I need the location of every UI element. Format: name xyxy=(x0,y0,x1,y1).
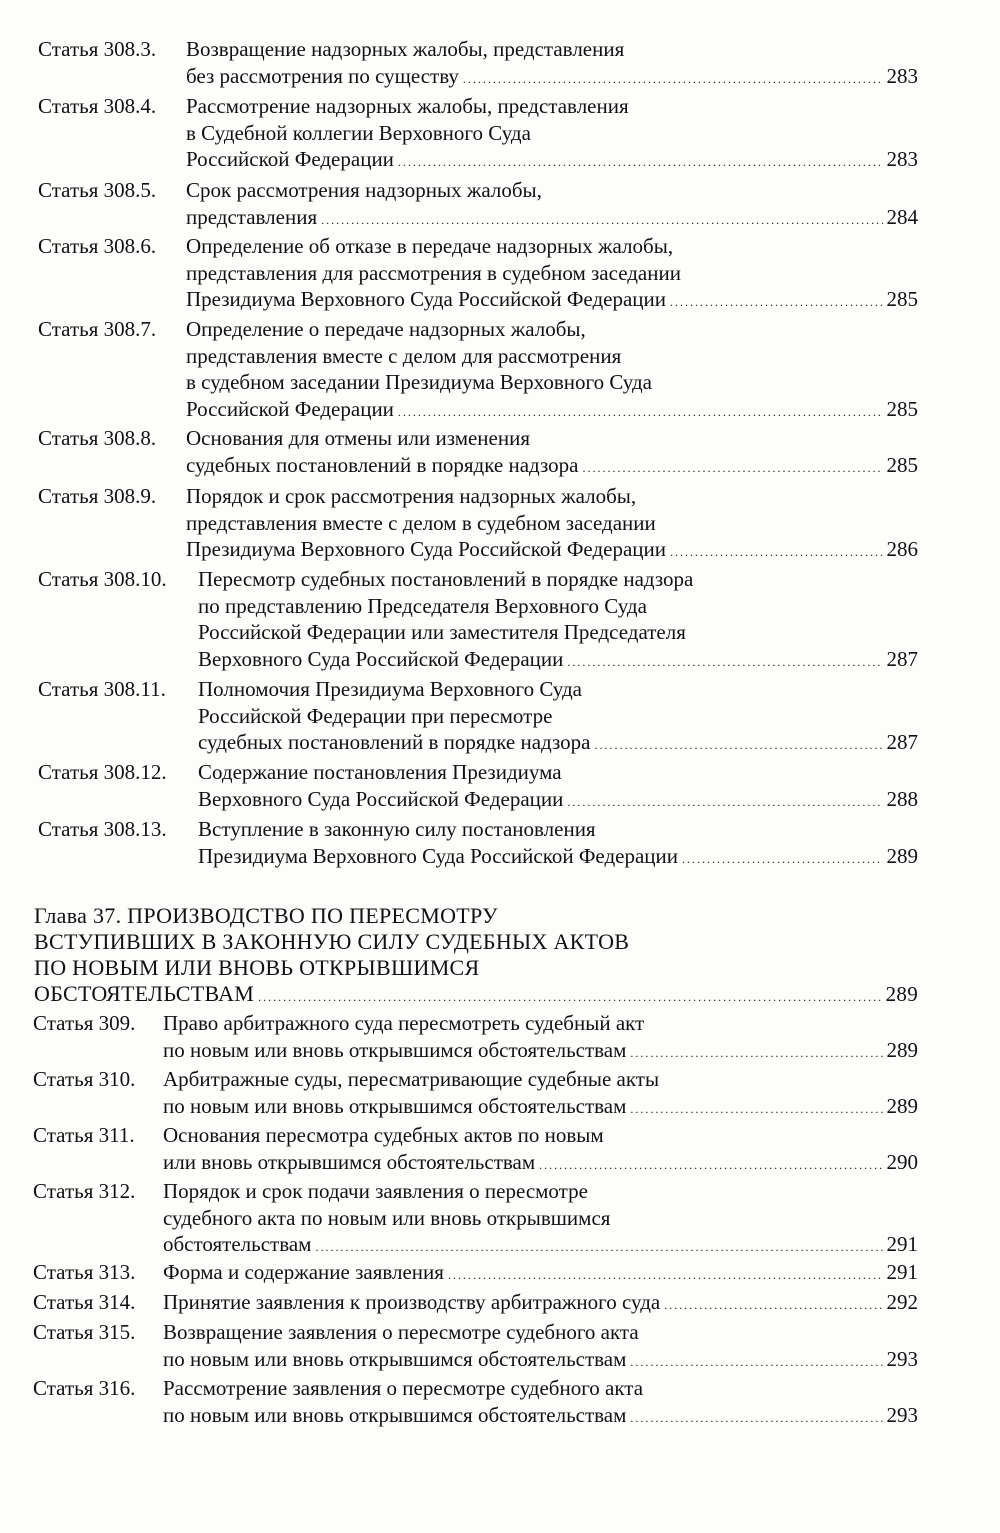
dot-leader xyxy=(630,1402,882,1432)
entry-title-text: судебных постановлений в порядке надзора xyxy=(198,730,591,754)
article-number: Статья 308.10. xyxy=(38,567,167,591)
article-number: Статья 310. xyxy=(33,1067,136,1091)
dot-leader xyxy=(630,1037,882,1067)
entry-title-line: Вступление в законную силу постановления xyxy=(198,817,596,841)
page-number: 293 xyxy=(886,1346,918,1371)
entry-title-line: Порядок и срок подачи заявления о пересмотре xyxy=(163,1179,588,1203)
page-number: 291 xyxy=(886,1260,918,1284)
page-number: 289 xyxy=(886,1093,918,1118)
entry-title-line: Пересмотр судебных постановлений в порядке надзора xyxy=(198,567,694,591)
entry-title-last-line xyxy=(186,63,918,90)
entry-title-last-line xyxy=(163,1093,918,1120)
page-number: 287 xyxy=(886,646,918,671)
article-number: Статья 314. xyxy=(33,1290,136,1314)
article-number: Статья 308.13. xyxy=(38,817,167,841)
page-number: 288 xyxy=(886,786,918,811)
entry-title-text: Президиума Верховного Суда Российской Федерации xyxy=(186,287,666,311)
entry-title-line: представления вместе с делом в судебном заседании xyxy=(186,510,656,535)
chapter-title-line: ВСТУПИВШИХ В ЗАКОННУЮ СИЛУ СУДЕБНЫХ АКТОВ xyxy=(34,929,630,954)
article-number: Статья 308.11. xyxy=(38,677,166,701)
article-number: Статья 308.8. xyxy=(38,426,157,450)
page-number: 285 xyxy=(886,396,918,421)
page-number: 286 xyxy=(886,537,918,561)
dot-leader xyxy=(594,729,882,759)
entry-title-line: Возвращение заявления о пересмотре судебного акта xyxy=(163,1320,639,1344)
page-number: 283 xyxy=(886,63,918,88)
dot-leader xyxy=(463,63,883,93)
page-number: 289 xyxy=(885,982,918,1006)
entry-title-text: Верховного Суда Российской Федерации xyxy=(198,646,564,671)
dot-leader xyxy=(321,204,882,234)
entry-title-text: Форма и содержание заявления xyxy=(163,1260,444,1284)
article-number: Статья 311. xyxy=(33,1123,135,1147)
entry-title-text: Верховного Суда Российской Федерации xyxy=(198,786,564,811)
entry-title-last-line xyxy=(163,1346,918,1373)
page-number: 285 xyxy=(886,287,918,311)
dot-leader xyxy=(682,843,883,873)
entry-title-line: Рассмотрение заявления о пересмотре судебного акта xyxy=(163,1376,644,1400)
entry-title-text: по новым или вновь открывшимся обстоятельствам xyxy=(163,1037,627,1062)
dot-leader xyxy=(582,452,882,482)
article-number: Статья 308.6. xyxy=(38,234,157,258)
entry-title-last-line xyxy=(198,843,918,870)
entry-title-text: судебных постановлений в порядке надзора xyxy=(186,452,579,477)
entry-title-last-line xyxy=(163,1037,918,1064)
entry-title-line: Российской Федерации или заместителя Председателя xyxy=(198,620,686,644)
article-number: Статья 308.5. xyxy=(38,178,157,202)
dot-leader xyxy=(398,396,883,426)
dot-leader xyxy=(398,146,883,176)
entry-title-line: в Судебной коллегии Верховного Суда xyxy=(186,120,531,145)
dot-leader xyxy=(630,1346,882,1376)
dot-leader xyxy=(664,1289,882,1319)
article-number: Статья 315. xyxy=(33,1320,136,1344)
entry-title-line: Срок рассмотрения надзорных жалобы, xyxy=(186,178,542,202)
entry-title-text: Президиума Верховного Суда Российской Федерации xyxy=(198,843,678,868)
page-number: 289 xyxy=(886,1037,918,1062)
article-number: Статья 308.12. xyxy=(38,760,167,784)
entry-title-line: представления вместе с делом для рассмотрения xyxy=(186,343,622,368)
entry-title-last-line xyxy=(186,536,918,563)
entry-title-line: Определение о передаче надзорных жалобы, xyxy=(186,317,586,341)
entry-title-line: Арбитражные суды, пересматривающие судебные акты xyxy=(163,1067,660,1091)
dot-leader xyxy=(567,786,882,816)
entry-title-line: Основания для отмены или изменения xyxy=(186,426,530,450)
page-number: 293 xyxy=(886,1402,918,1427)
entry-title-text: Российской Федерации xyxy=(186,396,394,421)
entry-title-text: по новым или вновь открывшимся обстоятельствам xyxy=(163,1402,627,1427)
entry-title-text: без рассмотрения по существу xyxy=(186,63,459,88)
entry-title-text: по новым или вновь открывшимся обстоятельствам xyxy=(163,1093,627,1118)
article-number: Статья 316. xyxy=(33,1376,136,1400)
entry-title-last-line xyxy=(186,146,918,173)
entry-title-text: Российской Федерации xyxy=(186,147,394,171)
dot-leader xyxy=(315,1231,882,1261)
page-number: 283 xyxy=(886,147,918,171)
entry-title-line: Определение об отказе в передаче надзорных жалобы, xyxy=(186,234,674,258)
chapter-title-text: ОБСТОЯТЕЛЬСТВАМ xyxy=(34,981,255,1006)
entry-title-last-line xyxy=(163,1402,918,1429)
page-number: 287 xyxy=(886,730,918,754)
entry-title-line: Возвращение надзорных жалобы, представления xyxy=(186,37,625,61)
entry-title-line: Полномочия Президиума Верховного Суда xyxy=(198,677,582,701)
entry-title-text: Президиума Верховного Суда Российской Федерации xyxy=(186,537,666,561)
entry-title-last-line xyxy=(186,452,918,479)
entry-title-line: Основания пересмотра судебных актов по новым xyxy=(163,1123,604,1147)
dot-leader xyxy=(448,1259,883,1289)
article-number: Статья 308.4. xyxy=(38,94,157,118)
dot-leader xyxy=(630,1093,882,1123)
page-number: 285 xyxy=(886,452,918,477)
entry-title-last-line xyxy=(198,646,918,673)
entry-title-line: Порядок и срок рассмотрения надзорных жалобы, xyxy=(186,484,637,508)
entry-title-line: Право арбитражного суда пересмотреть судебный акт xyxy=(163,1011,645,1035)
article-number: Статья 308.3. xyxy=(38,37,157,61)
entry-title-last-line xyxy=(163,1259,918,1286)
entry-title-text: по новым или вновь открывшимся обстоятельствам xyxy=(163,1346,627,1371)
entry-title-last-line xyxy=(186,286,918,313)
page-number: 284 xyxy=(886,204,918,229)
page-number: 291 xyxy=(886,1232,918,1256)
entry-title-text: представления xyxy=(186,204,318,229)
article-number: Статья 308.9. xyxy=(38,484,157,508)
entry-title-line: судебного акта по новым или вновь открывшимся xyxy=(163,1205,611,1230)
dot-leader xyxy=(670,286,883,316)
entry-title-last-line xyxy=(198,729,918,756)
entry-title-last-line xyxy=(198,786,918,813)
article-number: Статья 309. xyxy=(33,1011,136,1035)
chapter-title-last-line xyxy=(34,981,918,1010)
dot-leader xyxy=(670,536,883,566)
entry-title-text: обстоятельствам xyxy=(163,1232,312,1256)
entry-title-last-line xyxy=(186,396,918,423)
dot-leader xyxy=(539,1149,882,1179)
entry-title-text: Принятие заявления к производству арбитражного суда xyxy=(163,1290,661,1314)
dot-leader xyxy=(258,981,881,1010)
chapter-title-line: ПО НОВЫМ ИЛИ ВНОВЬ ОТКРЫВШИМСЯ xyxy=(34,955,480,980)
chapter-title-line: Глава 37. ПРОИЗВОДСТВО ПО ПЕРЕСМОТРУ xyxy=(34,903,498,928)
entry-title-last-line xyxy=(163,1149,918,1176)
page-number: 292 xyxy=(886,1290,918,1314)
article-number: Статья 308.7. xyxy=(38,317,157,341)
entry-title-last-line xyxy=(163,1231,918,1258)
article-number: Статья 312. xyxy=(33,1179,136,1203)
entry-title-line: по представлению Председателя Верховного Суда xyxy=(198,593,647,618)
entry-title-line: Рассмотрение надзорных жалобы, представления xyxy=(186,94,629,118)
entry-title-text: или вновь открывшимся обстоятельствам xyxy=(163,1149,536,1174)
page-number: 290 xyxy=(886,1149,918,1174)
entry-title-line: Российской Федерации при пересмотре xyxy=(198,703,553,728)
page-number: 289 xyxy=(886,843,918,868)
entry-title-line: Содержание постановления Президиума xyxy=(198,760,562,784)
article-number: Статья 313. xyxy=(33,1260,136,1284)
entry-title-last-line xyxy=(186,204,918,231)
entry-title-line: в судебном заседании Президиума Верховного Суда xyxy=(186,370,652,394)
entry-title-line: представления для рассмотрения в судебном заседании xyxy=(186,260,681,285)
dot-leader xyxy=(567,646,882,676)
entry-title-last-line xyxy=(163,1289,918,1316)
